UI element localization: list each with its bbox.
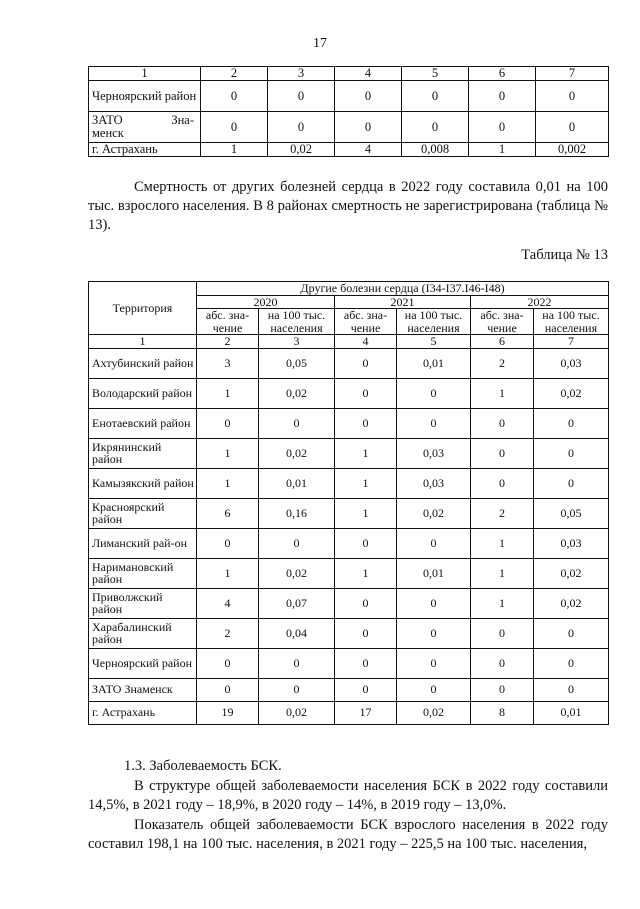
rate-header: на 100 тыс. населения bbox=[397, 309, 471, 335]
table-cell: 0 bbox=[469, 81, 536, 112]
table-cell: 2 bbox=[471, 348, 534, 378]
group-header: Другие болезни сердца (I34-I37.I46-I48) bbox=[197, 282, 609, 296]
table-cell: 0,03 bbox=[534, 528, 609, 558]
table-cell: 1 bbox=[201, 143, 268, 157]
table-cell: 0 bbox=[335, 348, 397, 378]
table-cell: 6 bbox=[197, 498, 259, 528]
paragraph-structure bbox=[88, 777, 608, 815]
table-cell: 0,03 bbox=[534, 348, 609, 378]
table-cell: 0,02 bbox=[397, 498, 471, 528]
table-row bbox=[89, 528, 609, 558]
paragraph-incidence bbox=[88, 816, 608, 854]
table-cell: 0,02 bbox=[259, 558, 335, 588]
table-cell: 0 bbox=[534, 408, 609, 438]
table-row bbox=[89, 408, 609, 438]
table-cell: 0 bbox=[534, 468, 609, 498]
column-number-row bbox=[89, 67, 609, 81]
table-cell: 0 bbox=[471, 618, 534, 648]
table-cell: 0 bbox=[259, 408, 335, 438]
paragraph-text: В структуре общей заболеваемости населения БСК в 2022 году составили 14,5%, в 2021 году – 18,9%, в 2020 году – 14%, в 2019 году – 13,0%. bbox=[88, 778, 608, 813]
table-cell: 0 bbox=[197, 648, 259, 678]
table-cell: 0 bbox=[471, 678, 534, 701]
territory-name: Наримановский район bbox=[89, 558, 197, 588]
table-cell: 0 bbox=[335, 81, 402, 112]
table-cell: 0,03 bbox=[397, 468, 471, 498]
table-cell: 0 bbox=[536, 112, 609, 143]
territory-name-part: менск bbox=[92, 126, 124, 140]
table-cell: 0 bbox=[397, 588, 471, 618]
table-cell: 1 bbox=[197, 378, 259, 408]
table-cell: 0,02 bbox=[397, 701, 471, 724]
table-cell: 0 bbox=[259, 648, 335, 678]
territory-name: Камызякский район bbox=[89, 468, 197, 498]
table-cell: 1 bbox=[197, 468, 259, 498]
table-row bbox=[89, 143, 609, 157]
rate-header: на 100 тыс. населения bbox=[534, 309, 609, 335]
table-cell: 0 bbox=[201, 81, 268, 112]
table-title: Таблица № 13 bbox=[521, 247, 608, 263]
table-cell: 0,02 bbox=[534, 378, 609, 408]
table-cell: 0 bbox=[268, 81, 335, 112]
table-cell: 0 bbox=[397, 618, 471, 648]
territory-name: Ахтубинский район bbox=[89, 348, 197, 378]
territory-header: Территория bbox=[89, 282, 197, 335]
territory-name: Черноярский район bbox=[89, 81, 201, 112]
table-cell: 0 bbox=[335, 648, 397, 678]
table-cell: 0,02 bbox=[259, 701, 335, 724]
table-cell: 19 bbox=[197, 701, 259, 724]
table-cell: 0,05 bbox=[534, 498, 609, 528]
territory-name: Харабалинский район bbox=[89, 618, 197, 648]
table-cell: 0,02 bbox=[534, 588, 609, 618]
paragraph-text: Показатель общей заболеваемости БСК взрослого населения в 2022 году составил 198,1 на 100 тыс. населения, в 2021 году – 225,5 на 100 тыс. населения, bbox=[88, 817, 608, 852]
table-cell: 0 bbox=[397, 378, 471, 408]
territory-name: Володарский район bbox=[89, 378, 197, 408]
territory-name: Икрянинский район bbox=[89, 438, 197, 468]
header-row bbox=[89, 282, 609, 296]
table-row bbox=[89, 558, 609, 588]
table-cell: 0 bbox=[197, 678, 259, 701]
column-number: 7 bbox=[536, 67, 609, 81]
column-number: 2 bbox=[197, 335, 259, 349]
table-cell: 0 bbox=[469, 112, 536, 143]
table-cell: 3 bbox=[197, 348, 259, 378]
table-cell: 0 bbox=[268, 112, 335, 143]
table-row bbox=[89, 588, 609, 618]
table-row bbox=[89, 112, 609, 143]
column-number: 5 bbox=[397, 335, 471, 349]
table-cell: 0 bbox=[471, 468, 534, 498]
column-number: 3 bbox=[259, 335, 335, 349]
table-cell: 0 bbox=[534, 438, 609, 468]
table-cell: 1 bbox=[197, 558, 259, 588]
table-cell: 0,02 bbox=[268, 143, 335, 157]
table-row bbox=[89, 468, 609, 498]
territory-name: Приволжский район bbox=[89, 588, 197, 618]
table-cell: 0 bbox=[259, 528, 335, 558]
table-cell: 0 bbox=[197, 528, 259, 558]
table-cell: 0 bbox=[335, 528, 397, 558]
table-cell: 0 bbox=[471, 408, 534, 438]
table-cell: 0 bbox=[536, 81, 609, 112]
table-cell: 0,02 bbox=[534, 558, 609, 588]
table-cell: 0,002 bbox=[536, 143, 609, 157]
table-cell: 0 bbox=[534, 648, 609, 678]
table-cell: 0,008 bbox=[402, 143, 469, 157]
table-cell: 0 bbox=[402, 112, 469, 143]
table-cell: 1 bbox=[471, 528, 534, 558]
table-cell: 0,01 bbox=[397, 348, 471, 378]
table-cell: 0,02 bbox=[259, 438, 335, 468]
table-cell: 0,01 bbox=[397, 558, 471, 588]
abs-value-header: абс. зна-чение bbox=[197, 309, 259, 335]
column-number: 6 bbox=[471, 335, 534, 349]
table-cell: 0 bbox=[534, 678, 609, 701]
table-cell: 0 bbox=[335, 408, 397, 438]
column-number: 6 bbox=[469, 67, 536, 81]
table-cell: 1 bbox=[335, 438, 397, 468]
table-cell: 1 bbox=[335, 558, 397, 588]
abs-value-header: абс. зна-чение bbox=[471, 309, 534, 335]
table-row bbox=[89, 648, 609, 678]
column-number: 4 bbox=[335, 335, 397, 349]
table-cell: 0 bbox=[335, 588, 397, 618]
table-cell: 0 bbox=[471, 438, 534, 468]
territory-name-part: ЗАТО bbox=[92, 113, 123, 127]
column-number: 3 bbox=[268, 67, 335, 81]
table-cell: 1 bbox=[469, 143, 536, 157]
year-header: 2020 bbox=[197, 295, 335, 309]
paragraph-text: Смертность от других болезней сердца в 2022 году составила 0,01 на 100 тыс. взрослого населения. В 8 районах смертность не зарегистрирована (таблица № 13). bbox=[88, 179, 608, 233]
table-cell: 2 bbox=[197, 618, 259, 648]
table-cell: 0 bbox=[335, 618, 397, 648]
column-number: 4 bbox=[335, 67, 402, 81]
table-cell: 17 bbox=[335, 701, 397, 724]
table-cell: 0 bbox=[201, 112, 268, 143]
territory-name: ЗАТО Знаменск bbox=[89, 678, 197, 701]
table-cell: 0 bbox=[335, 378, 397, 408]
table-cell: 0 bbox=[397, 678, 471, 701]
table-cell: 0,07 bbox=[259, 588, 335, 618]
column-number: 2 bbox=[201, 67, 268, 81]
table-cell: 0 bbox=[259, 678, 335, 701]
table-cell: 4 bbox=[197, 588, 259, 618]
table-row bbox=[89, 438, 609, 468]
table-cell: 0 bbox=[534, 618, 609, 648]
territory-name-part: Зна- bbox=[171, 113, 194, 127]
abs-value-header: абс. зна-чение bbox=[335, 309, 397, 335]
table-cell: 8 bbox=[471, 701, 534, 724]
table-cell: 0 bbox=[335, 678, 397, 701]
territory-name: Енотаевский район bbox=[89, 408, 197, 438]
territory-name: Лиманский рай-он bbox=[89, 528, 197, 558]
table-cell: 0,01 bbox=[259, 468, 335, 498]
table-cell: 0,04 bbox=[259, 618, 335, 648]
table-row bbox=[89, 618, 609, 648]
year-header: 2022 bbox=[471, 295, 609, 309]
table-cell: 0,05 bbox=[259, 348, 335, 378]
column-number: 1 bbox=[89, 335, 197, 349]
table-row bbox=[89, 498, 609, 528]
table-cell: 1 bbox=[335, 498, 397, 528]
table-cell: 0,03 bbox=[397, 438, 471, 468]
table-cell: 0 bbox=[402, 81, 469, 112]
table-cell: 4 bbox=[335, 143, 402, 157]
table-cell: 0 bbox=[197, 408, 259, 438]
table-cell: 1 bbox=[335, 468, 397, 498]
page-number: 17 bbox=[313, 36, 327, 51]
table-row bbox=[89, 678, 609, 701]
table-cell: 0 bbox=[397, 408, 471, 438]
paragraph-mortality bbox=[88, 178, 608, 235]
table-cell: 1 bbox=[471, 378, 534, 408]
rate-header: на 100 тыс. населения bbox=[259, 309, 335, 335]
table-row bbox=[89, 701, 609, 724]
table-cell: 0 bbox=[335, 112, 402, 143]
year-header: 2021 bbox=[335, 295, 471, 309]
table-cell: 0,01 bbox=[534, 701, 609, 724]
table-row bbox=[89, 378, 609, 408]
table-cell: 1 bbox=[471, 558, 534, 588]
table-cell: 0,02 bbox=[259, 378, 335, 408]
column-number-row bbox=[89, 335, 609, 349]
table-cell: 1 bbox=[471, 588, 534, 618]
territory-name bbox=[89, 112, 201, 143]
territory-name: г. Астрахань bbox=[89, 701, 197, 724]
territory-name: Черноярский район bbox=[89, 648, 197, 678]
column-number: 7 bbox=[534, 335, 609, 349]
table-cell: 0 bbox=[397, 528, 471, 558]
section-heading: 1.3. Заболеваемость БСК. bbox=[124, 758, 282, 774]
column-number: 5 bbox=[402, 67, 469, 81]
column-number: 1 bbox=[89, 67, 201, 81]
territory-name: Красноярский район bbox=[89, 498, 197, 528]
table-cell: 0 bbox=[471, 648, 534, 678]
table-cell: 0,16 bbox=[259, 498, 335, 528]
table-row bbox=[89, 348, 609, 378]
table-13 bbox=[88, 281, 609, 725]
table-row bbox=[89, 81, 609, 112]
table-cell: 0 bbox=[397, 648, 471, 678]
table-cell: 1 bbox=[197, 438, 259, 468]
territory-name: г. Астрахань bbox=[89, 143, 201, 157]
table-cell: 2 bbox=[471, 498, 534, 528]
continued-table bbox=[88, 66, 609, 157]
